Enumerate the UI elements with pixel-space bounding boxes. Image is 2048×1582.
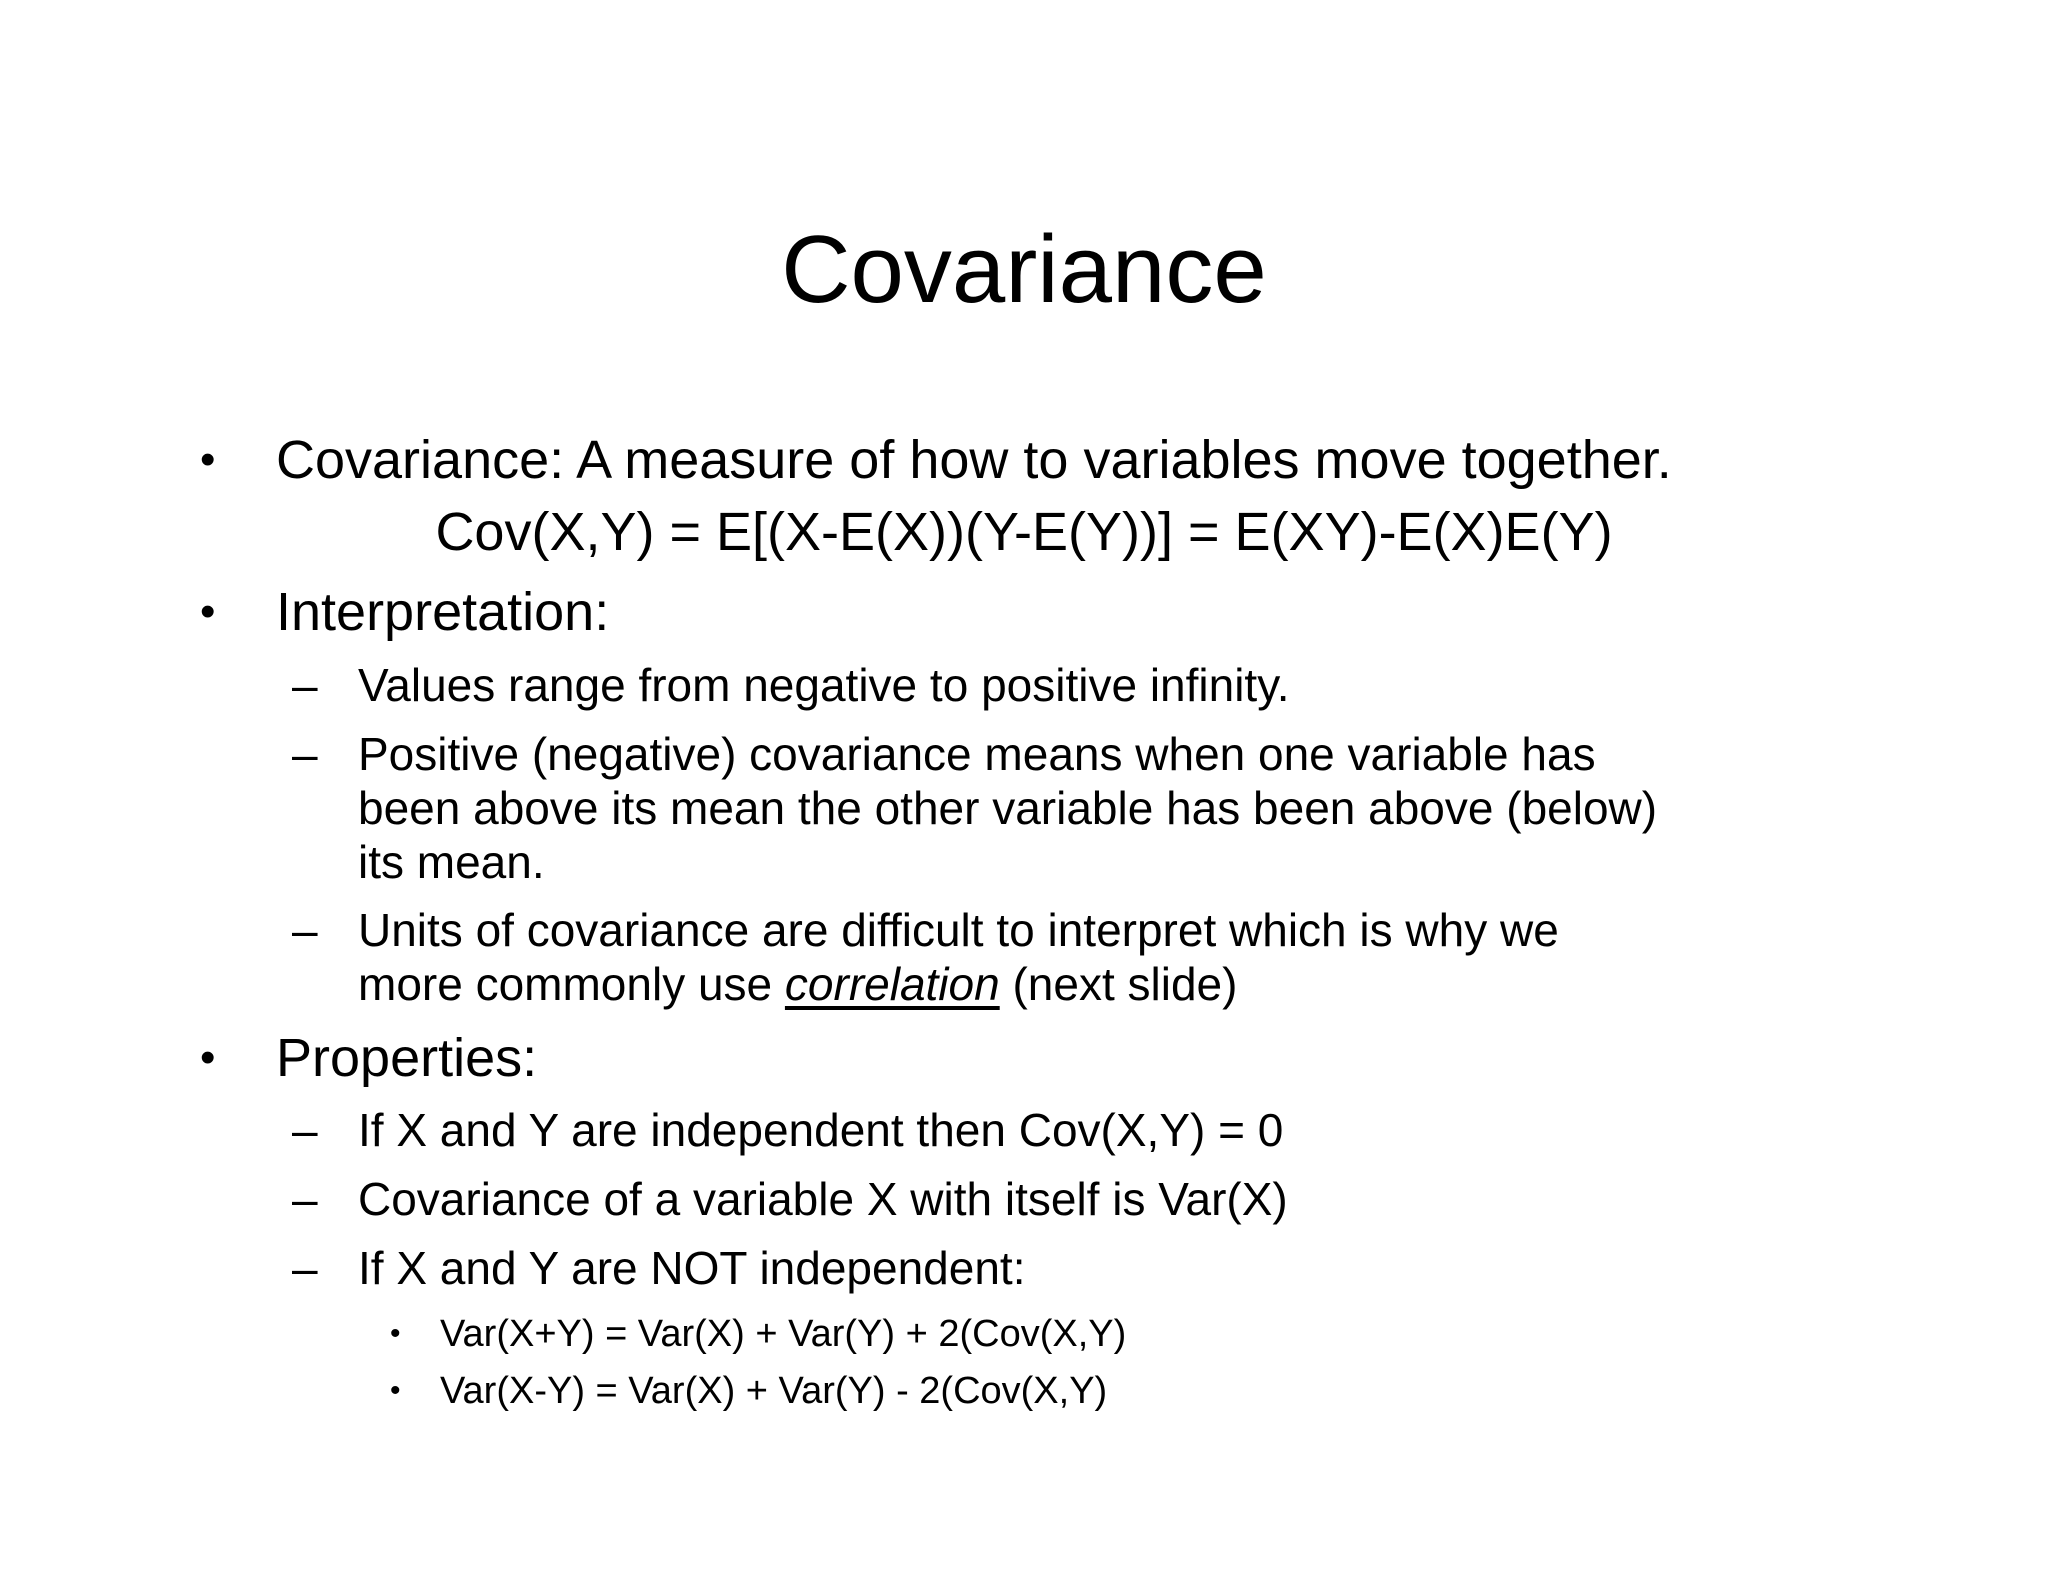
interpretation-item-continued: its mean. — [358, 836, 545, 888]
dash-glyph: – — [292, 728, 318, 780]
property-item: If X and Y are NOT independent: — [358, 1242, 1026, 1294]
interpretation-item: Positive (negative) covariance means when one variable has — [358, 728, 1596, 780]
bullet-glyph: • — [390, 1317, 401, 1350]
slide-title: Covariance — [781, 216, 1267, 323]
variance-formula: Var(X-Y) = Var(X) + Var(Y) - 2(Cov(X,Y) — [440, 1370, 1108, 1412]
dash-glyph: – — [292, 904, 318, 956]
interpretation-heading: Interpretation: — [276, 582, 610, 642]
dash-glyph: – — [292, 1104, 318, 1156]
dash-glyph: – — [292, 1173, 318, 1225]
correlation-emphasis: correlation — [784, 958, 1000, 1010]
property-item: Covariance of a variable X with itself is Var(X) — [358, 1173, 1288, 1225]
covariance-definition: Covariance: A measure of how to variables move together. — [276, 430, 1672, 490]
interpretation-item-continued — [358, 957, 1237, 1011]
dash-glyph: – — [292, 1242, 318, 1294]
text-run: more commonly use — [358, 958, 785, 1010]
bullet-glyph: • — [390, 1374, 401, 1407]
bullet-glyph: • — [200, 587, 216, 636]
interpretation-item-continued: been above its mean the other variable has been above (below) — [358, 782, 1658, 834]
interpretation-item: Units of covariance are difficult to interpret which is why we — [358, 904, 1559, 956]
variance-formula: Var(X+Y) = Var(X) + Var(Y) + 2(Cov(X,Y) — [440, 1313, 1127, 1355]
property-item: If X and Y are independent then Cov(X,Y) = 0 — [358, 1104, 1284, 1156]
interpretation-item: Values range from negative to positive infinity. — [358, 659, 1290, 711]
properties-heading: Properties: — [276, 1028, 538, 1088]
text-run: (next slide) — [999, 958, 1238, 1010]
dash-glyph: – — [292, 659, 318, 711]
bullet-glyph: • — [200, 435, 216, 484]
covariance-formula: Cov(X,Y) = E[(X-E(X))(Y-E(Y))] = E(XY)-E(X)E(Y) — [435, 502, 1613, 562]
bullet-glyph: • — [200, 1033, 216, 1082]
